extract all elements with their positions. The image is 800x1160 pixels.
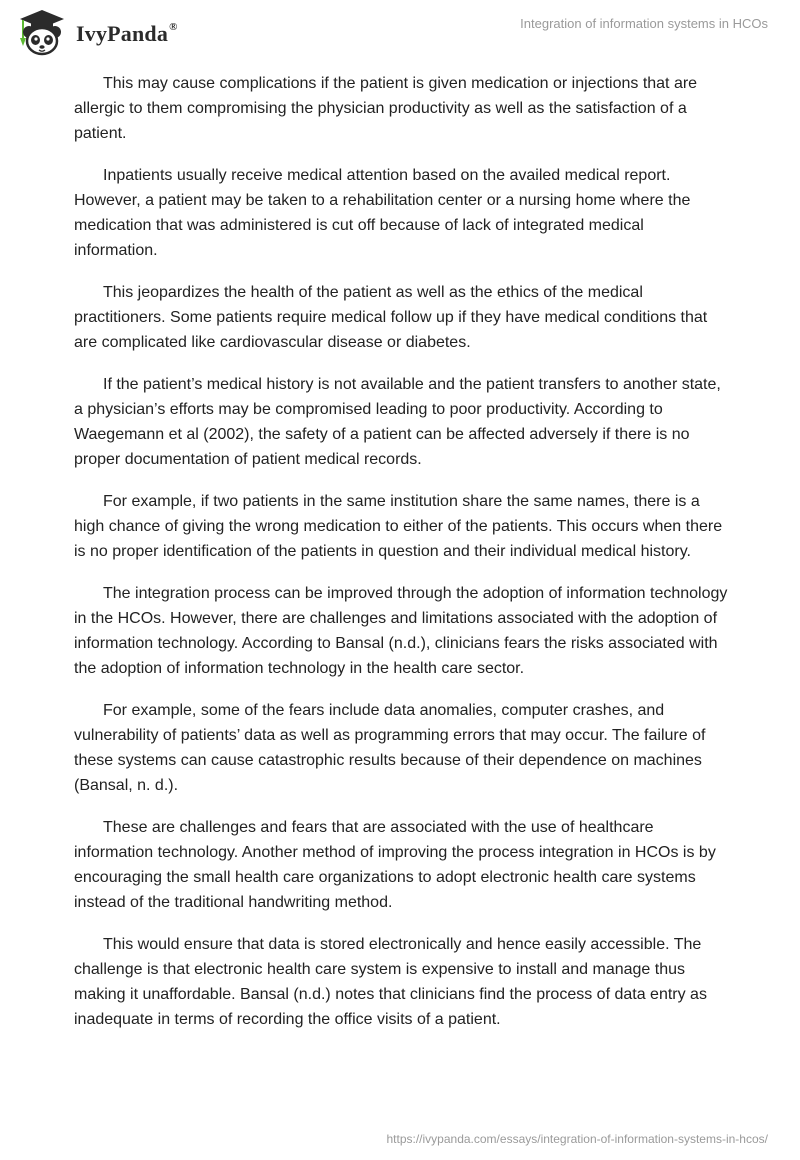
paragraph: Inpatients usually receive medical attention based on the availed medical report. However, a patient may be taken to a rehabilitation center or a nursing home where the medication that was administered is cut off because of lack of integrated medical information. <box>74 167 691 259</box>
registered-mark: ® <box>169 20 178 33</box>
brand-text: IvyPanda <box>76 21 169 46</box>
document-title: Integration of information systems in HCOs <box>520 16 768 31</box>
paragraph: This would ensure that data is stored electronically and hence easily accessible. The challenge is that electronic health care system is expensive to install and manage thus making it unaffordable. Bansal (n.d.) notes that clinicians find the process of data entry as inadequate in terms of recording the office visits of a patient. <box>74 936 707 1028</box>
panda-graduate-logo-icon <box>14 8 70 58</box>
brand-name <box>76 21 178 47</box>
essay-body <box>74 71 728 1049</box>
paragraph: This jeopardizes the health of the patient as well as the ethics of the medical practitioners. Some patients require medical follow up if they have medical conditions that are complicated like cardiovascular disease or diabetes. <box>74 284 708 351</box>
paragraph: If the patient’s medical history is not available and the patient transfers to another state, a physician’s efforts may be compromised leading to poor productivity. According to Waegemann et al (2002), the safety of a patient can be affected adversely if there is no proper documentation of patient medical records. <box>74 376 721 468</box>
source-url[interactable]: https://ivypanda.com/essays/integration-of-information-systems-in-hcos/ <box>386 1132 768 1146</box>
ivypanda-logo[interactable] <box>14 8 178 58</box>
paragraph: These are challenges and fears that are associated with the use of healthcare information technology. Another method of improving the process integration in HCOs is by encouraging the small health care organizations to adopt electronic health care systems instead of the traditional handwriting method. <box>74 819 716 911</box>
page-header <box>0 0 800 66</box>
paragraph: For example, if two patients in the same institution share the same names, there is a high chance of giving the wrong medication to either of the patients. This occurs when there is no proper identification of the patients in question and their individual medical history. <box>74 493 723 560</box>
paragraph: This may cause complications if the patient is given medication or injections that are allergic to them compromising the physician productivity as well as the satisfaction of a patient. <box>74 75 698 142</box>
paragraph: For example, some of the fears include data anomalies, computer crashes, and vulnerability of patients’ data as well as programming errors that may occur. The failure of these systems can cause catastrophic results because of their dependence on machines (Bansal, n. d.). <box>74 702 706 794</box>
paragraph: The integration process can be improved through the adoption of information technology in the HCOs. However, there are challenges and limitations associated with the adoption of information technology. According to Bansal (n.d.), clinicians fears the risks associated with the adoption of information technology in the health care sector. <box>74 585 728 677</box>
